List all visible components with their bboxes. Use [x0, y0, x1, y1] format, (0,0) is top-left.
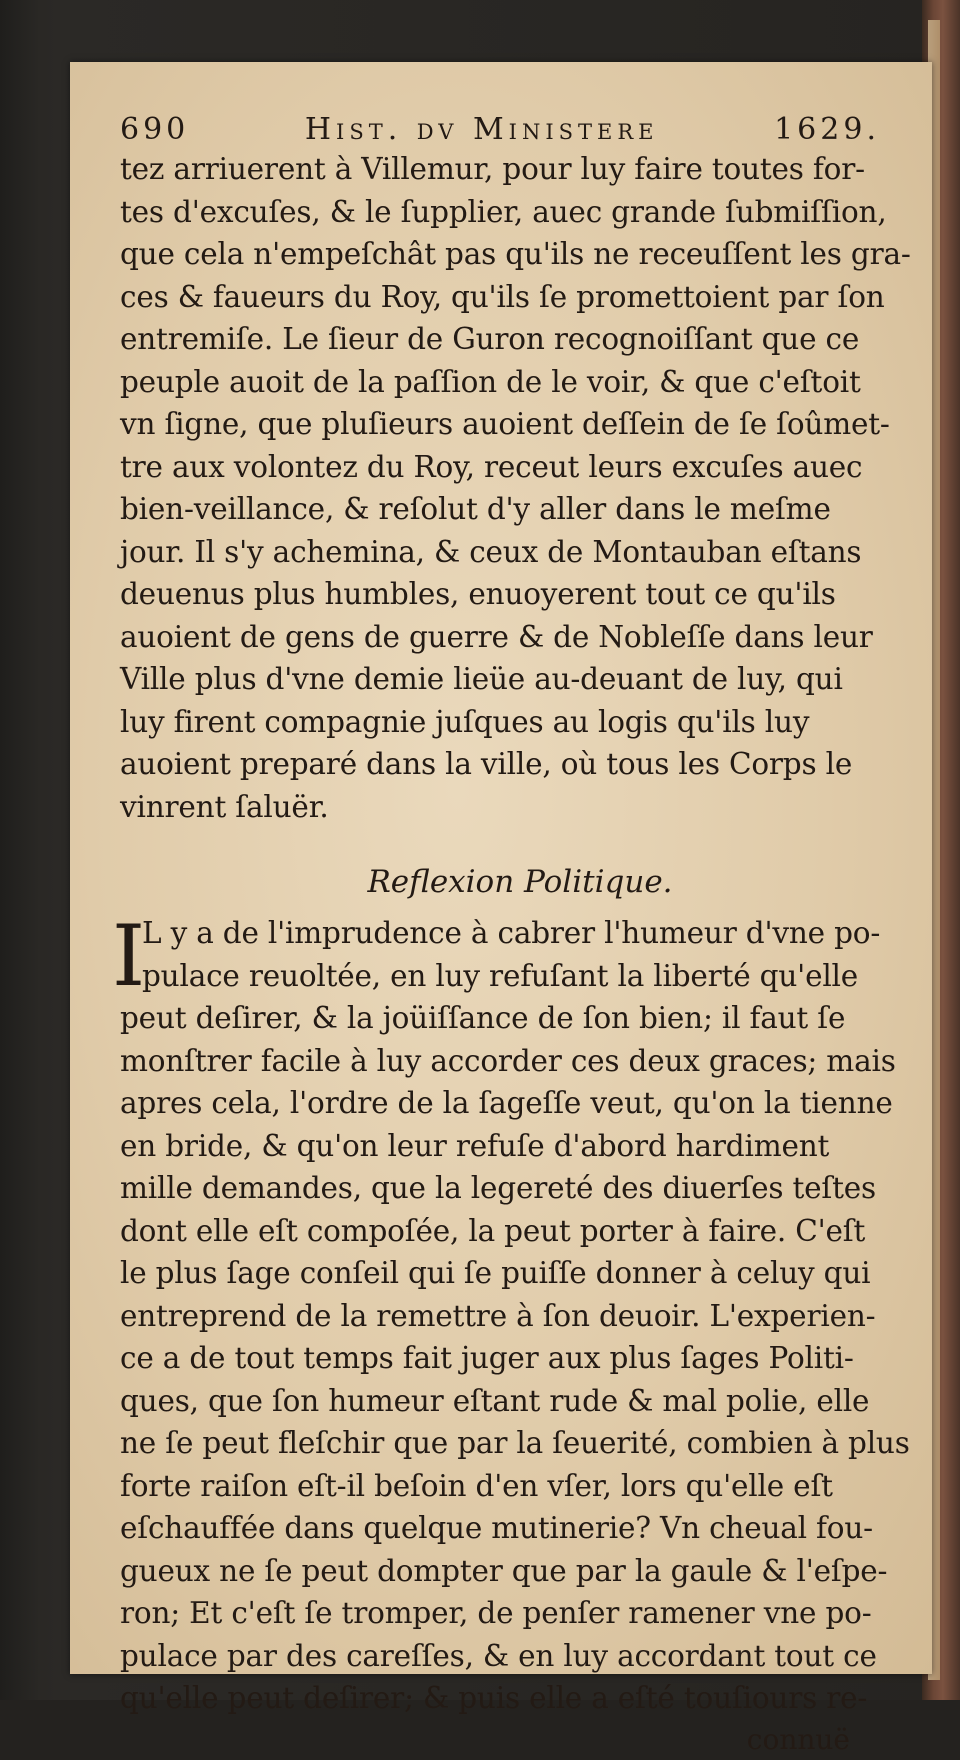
text-line: tez arriuerent à Villemur, pour luy faire toutes for- — [120, 152, 865, 186]
text-line: bien-veillance, & reſolut d'y aller dans le meſme — [120, 492, 831, 526]
text-line: tes d'excuſes, & le ſupplier, auec grande ſubmiſſion, — [120, 194, 887, 229]
header-year: 1629. — [774, 112, 880, 147]
text-line: qu'elle peut deſirer; & puis elle a eſté touſiours re- — [120, 1681, 868, 1715]
page-number: 690 — [120, 112, 190, 147]
text-line: forte raiſon eſt-il beſoin d'en vſer, lors qu'elle eſt — [120, 1468, 833, 1503]
paragraph-narrative — [120, 148, 911, 828]
text-line: mille demandes, que la legereté des diuerſes teſtes — [120, 1171, 876, 1205]
text-line: gueux ne ſe peut dompter que par la gaule & l'eſpe- — [120, 1553, 888, 1588]
text-line: que cela n'empeſchât pas qu'ils ne receuſſent les gra- — [120, 237, 911, 271]
text-line: ces & faueurs du Roy, qu'ils ſe promettoient par ſon — [120, 279, 885, 314]
text-line: entremiſe. Le ſieur de Guron recognoiſſant que ce — [120, 322, 860, 356]
text-line: pulace reuoltée, en luy refuſant la liberté qu'elle — [142, 958, 859, 993]
text-line: ques, que ſon humeur eſtant rude & mal polie, elle — [120, 1383, 870, 1418]
text-line: apres cela, l'ordre de la ſageſſe veut, qu'on la tienne — [120, 1086, 893, 1120]
drop-cap: I — [112, 907, 146, 1005]
section-heading: Reflexion Politique. — [367, 864, 673, 900]
text-line: peut deſirer, & la joüiſſance de ſon bien; il faut ſe — [120, 1001, 846, 1035]
text-line: auoient de gens de guerre & de Nobleſſe dans leur — [120, 619, 873, 654]
text-line: entreprend de la remettre à ſon deuoir. L'experien- — [120, 1298, 876, 1333]
text-line: ne ſe peut fleſchir que par la ſeuerité, combien à plus — [120, 1426, 910, 1460]
catchword: connuë — [746, 1722, 850, 1756]
text-line: tre aux volontez du Roy, receut leurs excuſes auec — [120, 449, 863, 484]
text-line: jour. Il s'y achemina, & ceux de Montauban eſtans — [120, 534, 862, 569]
text-line: vinrent ſaluër. — [120, 789, 329, 824]
text-line: auoient preparé dans la ville, où tous les Corps le — [120, 747, 853, 781]
text-line: vn ſigne, que pluſieurs auoient deſſein de ſe ſoûmet- — [120, 407, 890, 441]
text-line: dont elle eſt compoſée, la peut porter à faire. C'eſt — [120, 1213, 866, 1248]
page-text — [112, 112, 911, 1760]
text-line: ce a de tout temps fait juger aux plus ſages Politi- — [120, 1341, 854, 1375]
text-line: eſchauffée dans quelque mutinerie? Vn cheual fou- — [120, 1511, 873, 1545]
text-line: le plus ſage conſeil qui ſe puiſſe donner à celuy qui — [120, 1256, 871, 1290]
running-header — [120, 112, 880, 148]
text-line: ron; Et c'eſt ſe tromper, de penſer ramener vne po- — [120, 1596, 872, 1630]
text-line: monſtrer facile à luy accorder ces deux graces; mais — [120, 1043, 896, 1078]
text-line: Ville plus d'vne demie lieüe au-deuant de luy, qui — [120, 662, 843, 696]
text-line: deuenus plus humbles, enuoyerent tout ce qu'ils — [120, 577, 836, 611]
text-line: luy firent compagnie juſques au logis qu'ils luy — [120, 704, 810, 739]
text-line: peuple auoit de la paſſion de le voir, & que c'eſtoit — [120, 364, 861, 399]
text-line: en bride, & qu'on leur refuſe d'abord hardiment — [120, 1128, 830, 1163]
paragraph-reflexion — [112, 907, 910, 1720]
spacer — [120, 828, 880, 852]
text-line: pulace par des careſſes, & en luy accordant tout ce — [120, 1638, 877, 1673]
running-title: Hist. dv Ministere — [304, 112, 659, 147]
text-line: L y a de l'imprudence à cabrer l'humeur d'vne po- — [142, 916, 881, 950]
